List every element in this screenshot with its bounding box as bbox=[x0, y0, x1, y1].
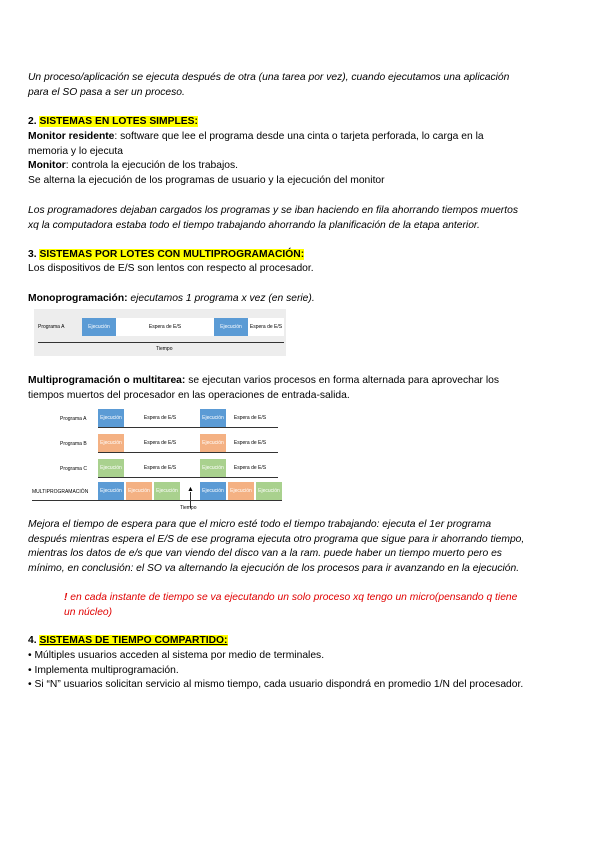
prog-b-exec-2: Ejecución bbox=[200, 434, 226, 452]
mono-program-label: Programa A bbox=[38, 324, 65, 330]
alterna-line: Se alterna la ejecución de los programas de usuario y la ejecución del monitor bbox=[28, 174, 385, 186]
mono-def: ejecutamos 1 programa x vez (en serie). bbox=[127, 293, 315, 304]
row-a-line bbox=[98, 427, 278, 428]
prog-c-exec-1: Ejecución bbox=[98, 459, 124, 477]
multi-exec-b-1: Ejecución bbox=[126, 482, 152, 500]
intro-line-1: Un proceso/aplicación se ejecuta después de otra (una tarea por vez), cuando ejecutamos una aplicación bbox=[28, 72, 510, 83]
mono-exec-2: Ejecución bbox=[214, 318, 248, 336]
prog-b-label: Programa B bbox=[60, 441, 87, 447]
prog-c-wait-2: Espera de E/S bbox=[233, 465, 267, 471]
bullet-icon: • bbox=[28, 664, 32, 676]
term-monoprogramacion: Monoprogramación: bbox=[28, 293, 128, 304]
note-line-2: xq la computadora estaba todo el tiempo trabajando ahorrando la planificación de la etapa anterior. bbox=[28, 219, 480, 231]
bullet-icon: • bbox=[28, 650, 32, 661]
section-2-body bbox=[28, 130, 573, 188]
mejora-line-3: mientras los datos de e/s que van viendo del disco van a la ram. puede haber un tiempo muerto pero es bbox=[28, 548, 502, 559]
section-4-heading bbox=[28, 634, 573, 649]
prog-c-wait-1: Espera de E/S bbox=[143, 465, 177, 471]
mejora-paragraph bbox=[28, 518, 573, 576]
time-axis bbox=[38, 342, 284, 343]
multi-def-1: se ejecutan varios procesos en forma alternada para aprovechar los bbox=[185, 375, 500, 386]
term-multiprogramacion: Multiprogramación o multitarea: bbox=[28, 375, 186, 386]
section-3-heading bbox=[28, 248, 573, 263]
prog-a-exec-1: Ejecución bbox=[98, 409, 124, 427]
section-number: 3. bbox=[28, 249, 37, 260]
prog-a-wait-1: Espera de E/S bbox=[143, 415, 177, 421]
section-number: 4. bbox=[28, 635, 37, 646]
section-2-heading bbox=[28, 115, 573, 130]
exclamation-icon: ! bbox=[64, 592, 68, 603]
intro-paragraph bbox=[28, 71, 573, 100]
section-number: 2. bbox=[28, 116, 37, 127]
prog-a-exec-2: Ejecución bbox=[200, 409, 226, 427]
mono-paragraph bbox=[28, 292, 573, 307]
monitor-residente-def: : software que lee el programa desde una cinta o tarjeta perforada, lo carga en la bbox=[114, 131, 484, 142]
prog-a-label: Programa A bbox=[60, 416, 87, 422]
mejora-line-2: después mientras espera el E/S de ese programa ejecuta otro programa que sigue para ir ahorrando tiempo, bbox=[28, 533, 525, 545]
row-b-line bbox=[98, 452, 278, 453]
mejora-line-4: mínimo, en conclusión: el SO va alternando la ejecución de los procesos para ir avanzando en la ejecución. bbox=[28, 562, 520, 574]
multi-exec-c-2: Ejecución bbox=[256, 482, 282, 500]
warn-line-1: en cada instante de tiempo se va ejecutando un solo proceso xq tengo un micro(pensando q tiene bbox=[67, 592, 518, 603]
section-title: SISTEMAS EN LOTES SIMPLES: bbox=[39, 116, 198, 127]
warn-line-2: un núcleo) bbox=[64, 606, 113, 618]
section-2-note bbox=[28, 204, 573, 233]
multi-exec-b-2: Ejecución bbox=[228, 482, 254, 500]
monitor-residente-def-2: memoria y lo ejecuta bbox=[28, 145, 123, 157]
multi-row-label: MULTIPROGRAMACIÓN bbox=[32, 489, 89, 495]
multi-paragraph bbox=[28, 374, 573, 403]
mono-wait-1: Espera de E/S bbox=[116, 318, 214, 336]
mono-time-label: Tiempo bbox=[156, 346, 173, 352]
list-item: Si “N” usuarios solicitan servicio al mismo tiempo, cada usuario dispondrá en promedio 1/N del procesador. bbox=[31, 679, 524, 690]
mono-wait-2: Espera de E/S bbox=[248, 318, 284, 336]
row-c-line bbox=[98, 477, 278, 478]
mono-exec-1: Ejecución bbox=[82, 318, 116, 336]
multi-time-label: Tiempo bbox=[180, 505, 197, 511]
multi-exec-c-1: Ejecución bbox=[154, 482, 180, 500]
arrow-up-icon: ▲ bbox=[187, 486, 194, 493]
bullet-icon: • bbox=[28, 679, 32, 690]
list-item: Implementa multiprogramación. bbox=[31, 664, 179, 676]
list-item: Múltiples usuarios acceden al sistema por medio de terminales. bbox=[31, 650, 325, 661]
note-line-1: Los programadores dejaban cargados los programas y se iban haciendo en fila ahorrando tiempos muertos bbox=[28, 205, 518, 216]
multi-exec-a-1: Ejecución bbox=[98, 482, 124, 500]
term-monitor: Monitor bbox=[28, 160, 66, 171]
prog-b-wait-2: Espera de E/S bbox=[233, 440, 267, 446]
prog-c-label: Programa C bbox=[60, 466, 87, 472]
prog-b-wait-1: Espera de E/S bbox=[143, 440, 177, 446]
time-axis bbox=[32, 500, 282, 501]
prog-a-wait-2: Espera de E/S bbox=[233, 415, 267, 421]
prog-c-exec-2: Ejecución bbox=[200, 459, 226, 477]
mejora-line-1: Mejora el tiempo de espera para que el micro esté todo el tiempo trabajando: ejecuta el 1er programa bbox=[28, 519, 492, 530]
warning-note bbox=[64, 591, 574, 620]
section-title: SISTEMAS DE TIEMPO COMPARTIDO: bbox=[39, 635, 228, 646]
term-monitor-residente: Monitor residente bbox=[28, 131, 115, 142]
section-4-list bbox=[28, 649, 588, 693]
multi-exec-a-2: Ejecución bbox=[200, 482, 226, 500]
mono-figure bbox=[34, 309, 286, 356]
prog-b-exec-1: Ejecución bbox=[98, 434, 124, 452]
section-3-line-1: Los dispositivos de E/S son lentos con respecto al procesador. bbox=[28, 263, 314, 274]
monitor-def: : controla la ejecución de los trabajos. bbox=[65, 160, 239, 171]
multi-figure bbox=[30, 404, 284, 514]
multi-def-2: tiempos muertos del procesador en las operaciones de entrada-salida. bbox=[28, 389, 350, 401]
intro-line-2: para el SO pasa a ser un proceso. bbox=[28, 86, 185, 98]
section-title: SISTEMAS POR LOTES CON MULTIPROGRAMACIÓN: bbox=[39, 249, 305, 260]
